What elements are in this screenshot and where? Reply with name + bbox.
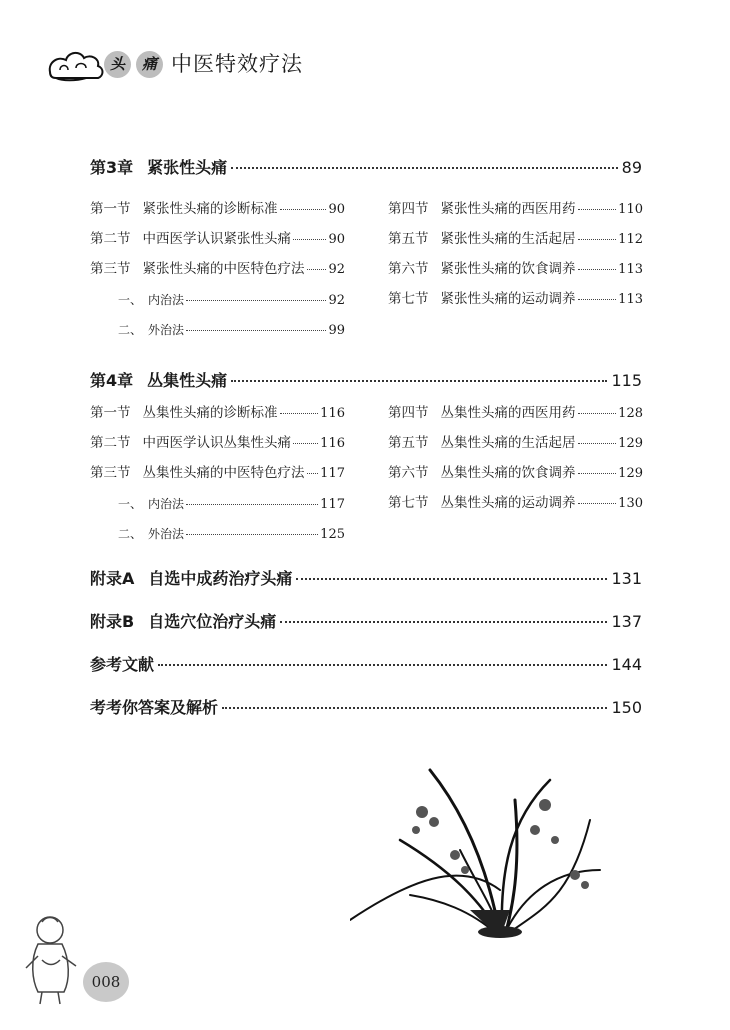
toc-subentry[interactable] [118, 494, 345, 515]
chapter-page: 89 [621, 158, 642, 177]
section-title: 中西医学认识丛集性头痛 [142, 435, 291, 451]
section-number: 第四节 [388, 201, 429, 217]
references-title: 参考文献 [90, 655, 155, 674]
section-number: 第五节 [388, 231, 429, 247]
section-page: 92 [328, 262, 345, 277]
subsection-page: 125 [320, 527, 345, 542]
toc-entry[interactable] [388, 259, 643, 280]
chapter-3-entry[interactable] [90, 155, 642, 178]
leader-dots [280, 209, 327, 210]
section-page: 116 [320, 436, 345, 451]
child-figure-illustration [20, 910, 90, 1005]
toc-entry[interactable] [90, 229, 345, 250]
leader-dots [186, 300, 326, 301]
page-number: 008 [83, 962, 129, 1002]
appendix-label: 附录A [90, 569, 135, 588]
toc-entry[interactable] [90, 433, 345, 454]
orchid-illustration [350, 760, 610, 940]
toc-entry[interactable] [388, 403, 643, 424]
chapter-page: 115 [611, 371, 642, 390]
section-number: 第一节 [90, 405, 131, 421]
leader-dots [280, 621, 607, 623]
subsection-title: 内治法 [148, 293, 185, 307]
subsection-number: 一、 [118, 497, 143, 511]
section-number: 第四节 [388, 405, 429, 421]
section-title: 紧张性头痛的中医特色疗法 [142, 261, 305, 277]
subsection-number: 一、 [118, 293, 143, 307]
running-header [46, 48, 346, 84]
section-page: 110 [618, 202, 643, 217]
appendix-page: 137 [611, 612, 642, 631]
leader-dots [231, 167, 617, 169]
leader-dots [186, 534, 318, 535]
chapter-4-entry[interactable] [90, 368, 642, 391]
leader-dots [578, 473, 617, 474]
section-page: 116 [320, 406, 345, 421]
toc-entry[interactable] [388, 199, 643, 220]
section-title: 紧张性头痛的生活起居 [440, 231, 576, 247]
leader-dots [231, 380, 607, 382]
toc-entry[interactable] [90, 403, 345, 424]
leader-dots [186, 504, 318, 505]
cloud-ornament-icon [46, 48, 106, 82]
subsection-number: 二、 [118, 323, 143, 337]
answers-entry[interactable] [90, 695, 642, 718]
section-page: 129 [618, 466, 643, 481]
leader-dots [307, 269, 327, 270]
leader-dots [293, 239, 326, 240]
section-number: 第二节 [90, 231, 131, 247]
section-number: 第五节 [388, 435, 429, 451]
subsection-page: 92 [328, 293, 345, 308]
toc-entry[interactable] [90, 259, 345, 280]
subsection-page: 117 [320, 497, 345, 512]
leader-dots [186, 330, 326, 331]
appendix-title: 自选穴位治疗头痛 [148, 612, 277, 631]
leader-dots [578, 239, 617, 240]
leader-dots [307, 473, 319, 474]
section-number: 第三节 [90, 261, 131, 277]
header-title: 中医特效疗法 [171, 52, 303, 76]
leader-dots [578, 299, 617, 300]
leader-dots [578, 413, 617, 414]
section-number: 第七节 [388, 291, 429, 307]
answers-title: 考考你答案及解析 [90, 698, 219, 717]
chapter-title: 紧张性头痛 [147, 158, 228, 177]
answers-page: 150 [611, 698, 642, 717]
leader-dots [296, 578, 607, 580]
header-badge-2: 痛 [136, 51, 163, 78]
subsection-title: 外治法 [148, 323, 185, 337]
section-page: 113 [618, 292, 643, 307]
toc-subentry[interactable] [118, 290, 345, 311]
section-title: 丛集性头痛的西医用药 [440, 405, 576, 421]
section-title: 丛集性头痛的中医特色疗法 [142, 465, 305, 481]
section-page: 130 [618, 496, 643, 511]
toc-subentry[interactable] [118, 524, 345, 545]
appendix-title: 自选中成药治疗头痛 [148, 569, 293, 588]
section-page: 113 [618, 262, 643, 277]
subsection-page: 99 [328, 323, 345, 338]
toc-entry[interactable] [388, 463, 643, 484]
section-page: 129 [618, 436, 643, 451]
section-title: 丛集性头痛的诊断标准 [142, 405, 278, 421]
leader-dots [222, 707, 607, 709]
section-page: 117 [320, 466, 345, 481]
subsection-title: 外治法 [148, 527, 185, 541]
leader-dots [578, 443, 617, 444]
section-title: 紧张性头痛的运动调养 [440, 291, 576, 307]
subsection-title: 内治法 [148, 497, 185, 511]
toc-subentry[interactable] [118, 320, 345, 341]
section-number: 第一节 [90, 201, 131, 217]
section-title: 紧张性头痛的饮食调养 [440, 261, 576, 277]
section-page: 90 [328, 232, 345, 247]
chapter-title: 丛集性头痛 [147, 371, 228, 390]
toc-entry[interactable] [388, 229, 643, 250]
appendix-page: 131 [611, 569, 642, 588]
section-title: 紧张性头痛的诊断标准 [142, 201, 278, 217]
toc-entry[interactable] [388, 433, 643, 454]
toc-entry[interactable] [90, 463, 345, 484]
references-page: 144 [611, 655, 642, 674]
toc-entry[interactable] [388, 289, 643, 310]
chapter-label: 第4章 [90, 371, 134, 390]
toc-entry[interactable] [388, 493, 643, 514]
toc-entry[interactable] [90, 199, 345, 220]
section-title: 丛集性头痛的生活起居 [440, 435, 576, 451]
section-title: 紧张性头痛的西医用药 [440, 201, 576, 217]
section-number: 第七节 [388, 495, 429, 511]
section-title: 丛集性头痛的运动调养 [440, 495, 576, 511]
leader-dots [280, 413, 319, 414]
section-page: 128 [618, 406, 643, 421]
section-title: 中西医学认识紧张性头痛 [142, 231, 291, 247]
leader-dots [158, 664, 607, 666]
appendix-b-entry[interactable] [90, 609, 642, 632]
appendix-a-entry[interactable] [90, 566, 642, 589]
subsection-number: 二、 [118, 527, 143, 541]
appendix-label: 附录B [90, 612, 135, 631]
section-page: 90 [328, 202, 345, 217]
section-number: 第二节 [90, 435, 131, 451]
section-number: 第三节 [90, 465, 131, 481]
references-entry[interactable] [90, 652, 642, 675]
leader-dots [578, 269, 617, 270]
chapter-label: 第3章 [90, 158, 134, 177]
section-page: 112 [618, 232, 643, 247]
section-number: 第六节 [388, 465, 429, 481]
leader-dots [578, 503, 617, 504]
header-badge-1: 头 [104, 51, 131, 78]
section-number: 第六节 [388, 261, 429, 277]
section-title: 丛集性头痛的饮食调养 [440, 465, 576, 481]
leader-dots [578, 209, 617, 210]
leader-dots [293, 443, 318, 444]
